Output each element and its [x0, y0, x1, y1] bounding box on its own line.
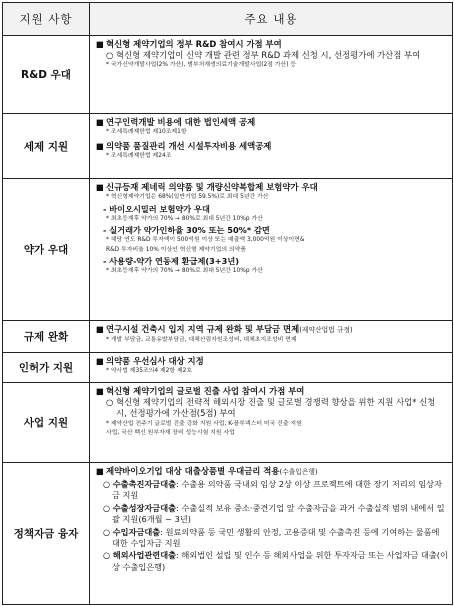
- content-permit: [90, 353, 453, 383]
- price-sub-1: 바이오시밀러 보험약가 우대: [109, 203, 210, 214]
- biz-note-1b: 사업, 국산 백신 원부자재 장비 성능시험 지원 사업: [106, 430, 235, 437]
- tax-note-1: * 조세특례제한법 제10조제1항: [106, 129, 187, 135]
- fund-item-3-head: 수입자금대출: [112, 526, 161, 537]
- row-tax: [3, 114, 453, 179]
- tax-bullet-1: 연구인력개발 비용에 대한 법인세액 공제: [106, 117, 256, 127]
- header-content: 주요 내용: [90, 3, 453, 36]
- dash-bullet-icon: -: [103, 225, 110, 235]
- square-bullet-icon: ■: [96, 324, 104, 334]
- reg-bullet-1: 연구시설 건축시 입지 지역 규제 완화 및 부담금 면제: [106, 324, 300, 334]
- tax-bullet-2: 의약품 품질관리 개선 시설투자비용 세액공제: [106, 140, 272, 151]
- row-regulation: [3, 321, 453, 353]
- content-price: [90, 179, 453, 321]
- reg-note-1: * 개발 부담금, 교통유발부담금, 대체산림자원조성비, 대체초지조성비 면제: [106, 337, 297, 343]
- content-business: [90, 383, 453, 463]
- price-sub-3: 사용량-약가 연동제 환급제(3+3년): [109, 256, 239, 266]
- square-bullet-icon: ■: [96, 39, 104, 49]
- square-bullet-icon: ■: [96, 182, 104, 192]
- content-tax: [90, 114, 453, 179]
- price-note-3b: R&D 투자비율 10% 이상인 혁신형 제약기업의 의약품: [106, 246, 246, 253]
- category-regulation: 규제 완화: [3, 321, 90, 353]
- fund-bullet-1-source: (수출입은행): [279, 468, 318, 476]
- content-regulation: [90, 321, 453, 353]
- square-bullet-icon: ■: [96, 386, 104, 396]
- square-bullet-icon: ■: [96, 356, 104, 366]
- biz-note-1a: * 제약산업 전주기 글로벌 진출 강화 지원 사업, K-플루넥스터 미국 진출 지원: [106, 420, 302, 427]
- content-fund: [90, 463, 453, 605]
- circle-bullet-icon: ○: [103, 550, 113, 561]
- fund-item-3-body: : 원료의약품 등 국민 생활의 안정, 고용증대 및 수출촉진 등에 기여하는 물품에 대한 수입자금 지원: [112, 526, 440, 549]
- row-business: [3, 383, 453, 463]
- price-note-3a: * 해당 연도 R&D 투자액이 500억원 이상 또는 매출액 3,000억원 이상이면&: [106, 237, 305, 243]
- dash-bullet-icon: -: [103, 203, 110, 214]
- category-permit: 인허가 지원: [3, 353, 90, 383]
- row-fund: [3, 463, 453, 605]
- permit-note-1: * 약사법 제35조의4 제2항 제2호: [106, 368, 193, 374]
- fund-item-2-body: : 수출실적 보유 중소·중견기업 앞 수출자금을 과거 수출실적 범위 내에서 일괄 지원(6개월 ~ 3년): [112, 502, 445, 525]
- header-category: 지원 사항: [3, 3, 90, 36]
- square-bullet-icon: ■: [96, 117, 104, 127]
- price-bullet-1: 신규등재 제네릭 의약품 및 개량신약복합제 보험약가 우대: [106, 182, 318, 192]
- price-note-4: * 최초등재후 약가의 70% → 80%로 최대 5년간 10%p 가산: [106, 268, 263, 274]
- price-sub-2: 실거래가 약가인하율 30% 또는 50%* 감면: [109, 225, 270, 235]
- permit-bullet-1: 의약품 우선심사 대상 지정: [106, 356, 204, 366]
- table-header-row: [3, 3, 453, 36]
- square-bullet-icon: ■: [96, 466, 104, 476]
- dash-bullet-icon: -: [103, 256, 110, 266]
- fund-item-1-body: : 수출용 의약품 국내외 임상 2상 이상 프로젝트에 대한 장기 저리의 임상자금 지원: [112, 479, 442, 501]
- category-tax: 세제 지원: [3, 114, 90, 179]
- biz-bullet-1: 혁신형 제약기업의 글로벌 진출 사업 참여시 가점 부여: [106, 386, 305, 396]
- fund-bullet-1: 제약바이오기업 대상 대출상품별 우대금리 적용: [106, 466, 280, 476]
- support-table: [2, 2, 453, 605]
- circle-bullet-icon: ○: [103, 526, 113, 537]
- category-price: 약가 우대: [3, 179, 90, 321]
- category-business: 사업 지원: [3, 383, 90, 463]
- row-permit: [3, 353, 453, 383]
- circle-bullet-icon: ○: [103, 502, 113, 513]
- square-bullet-icon: ■: [96, 140, 104, 151]
- row-rnd: [3, 36, 453, 114]
- fund-item-1-head: 수출촉진자금대출: [112, 479, 177, 489]
- rnd-item-1: 혁신형 제약기업이 신약 개발 관련 정부 R&D 과제 신청 시, 선정평가에 가산점 부여: [115, 50, 421, 60]
- category-rnd: R&D 우대: [3, 36, 90, 114]
- circle-bullet-icon: ○: [106, 397, 116, 407]
- circle-bullet-icon: ○: [103, 479, 113, 489]
- rnd-bullet-1: 혁신형 제약기업의 정부 R&D 참여시 가점 부여: [106, 39, 282, 49]
- circle-bullet-icon: ○: [106, 50, 116, 60]
- fund-item-4-body: : 해외법인 설립 및 인수 등 해외사업을 위한 투자자금 또는 사업자금 대출(이상 수출입은행): [112, 550, 448, 572]
- rnd-note-1: * 국가신약개발사업(2% 가산), 범부처재생의료기술개발사업(2점 가산) 등: [106, 62, 297, 69]
- price-note-2: * 최초등재후 약가의 70% → 80%로 최대 5년간 10%p 가산: [106, 215, 263, 222]
- content-rnd: [90, 36, 453, 114]
- category-fund: 정책자금 융자: [3, 463, 90, 605]
- biz-item-1: 혁신형 제약기업의 전략적 해외시장 진출 및 글로벌 경쟁력 향상을 위한 지원 사업* 신청 시, 선정평가에 가산점(5점) 부여: [115, 397, 436, 419]
- row-price: [3, 179, 453, 321]
- price-note-1: * 혁신형제약기업은 68%(일반기업 59.5%)로 최대 5년간 가산: [106, 194, 269, 200]
- tax-note-2: * 조세특례제한법 제24조: [106, 152, 172, 159]
- reg-bullet-1-source: (제약산업법 규정): [299, 326, 353, 334]
- fund-item-2-head: 수출성장자금대출: [112, 502, 177, 513]
- fund-item-4-head: 해외사업관련대출: [112, 550, 177, 561]
